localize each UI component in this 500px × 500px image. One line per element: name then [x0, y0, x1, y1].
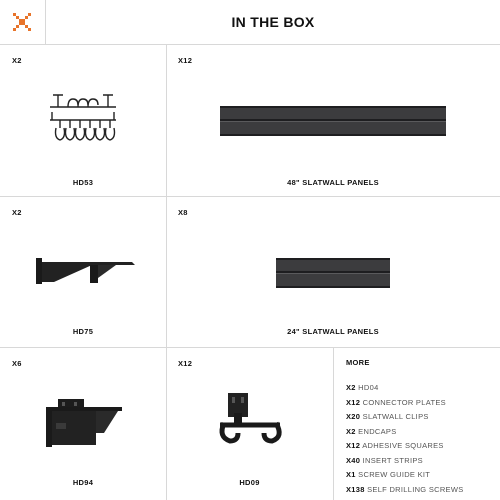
list-item: X2 ENDCAPS — [346, 426, 397, 436]
shelf-bracket-icon — [32, 256, 136, 291]
item-quantity: X6 — [12, 359, 22, 368]
item-quantity: X2 — [12, 208, 22, 217]
divider — [333, 347, 334, 500]
basket-bin-icon — [44, 399, 124, 452]
item-card — [166, 44, 500, 196]
item-name: HD53 — [72, 178, 94, 187]
list-item: X12 ADHESIVE SQUARES — [346, 441, 444, 450]
item-quantity: X2 — [12, 56, 22, 65]
list-item: X1 SCREW GUIDE KIT — [346, 470, 431, 479]
item-card — [0, 347, 166, 500]
item-quantity: X12 — [178, 56, 193, 65]
item-card — [0, 196, 166, 347]
item-name: 24" SLATWALL PANELS — [287, 327, 379, 336]
long-slatwall-panel-icon — [220, 106, 446, 141]
item-name: 48" SLATWALL PANELS — [287, 178, 379, 187]
item-card — [166, 196, 500, 347]
short-slatwall-panel-icon — [276, 258, 390, 293]
item-quantity: X12 — [178, 359, 193, 368]
item-name: HD09 — [239, 478, 260, 487]
item-card — [166, 347, 333, 500]
list-item: X2 HD04 — [346, 383, 379, 392]
list-item: X138 SELF DRILLING SCREWS — [346, 484, 464, 494]
item-name: HD75 — [72, 327, 94, 336]
more-list — [346, 381, 464, 497]
more-title: MORE — [346, 358, 370, 367]
item-name: HD94 — [72, 478, 94, 487]
page-title: IN THE BOX — [231, 14, 315, 30]
double-hook-icon — [218, 393, 284, 454]
list-item: X40 INSERT STRIPS — [346, 455, 423, 465]
x-logo-icon — [12, 12, 32, 32]
hooks-icon — [48, 90, 118, 161]
list-item: X12 CONNECTOR PLATES — [346, 397, 446, 407]
list-item: X20 SLATWALL CLIPS — [346, 412, 429, 421]
item-card — [0, 44, 166, 196]
item-quantity: X8 — [178, 208, 188, 217]
